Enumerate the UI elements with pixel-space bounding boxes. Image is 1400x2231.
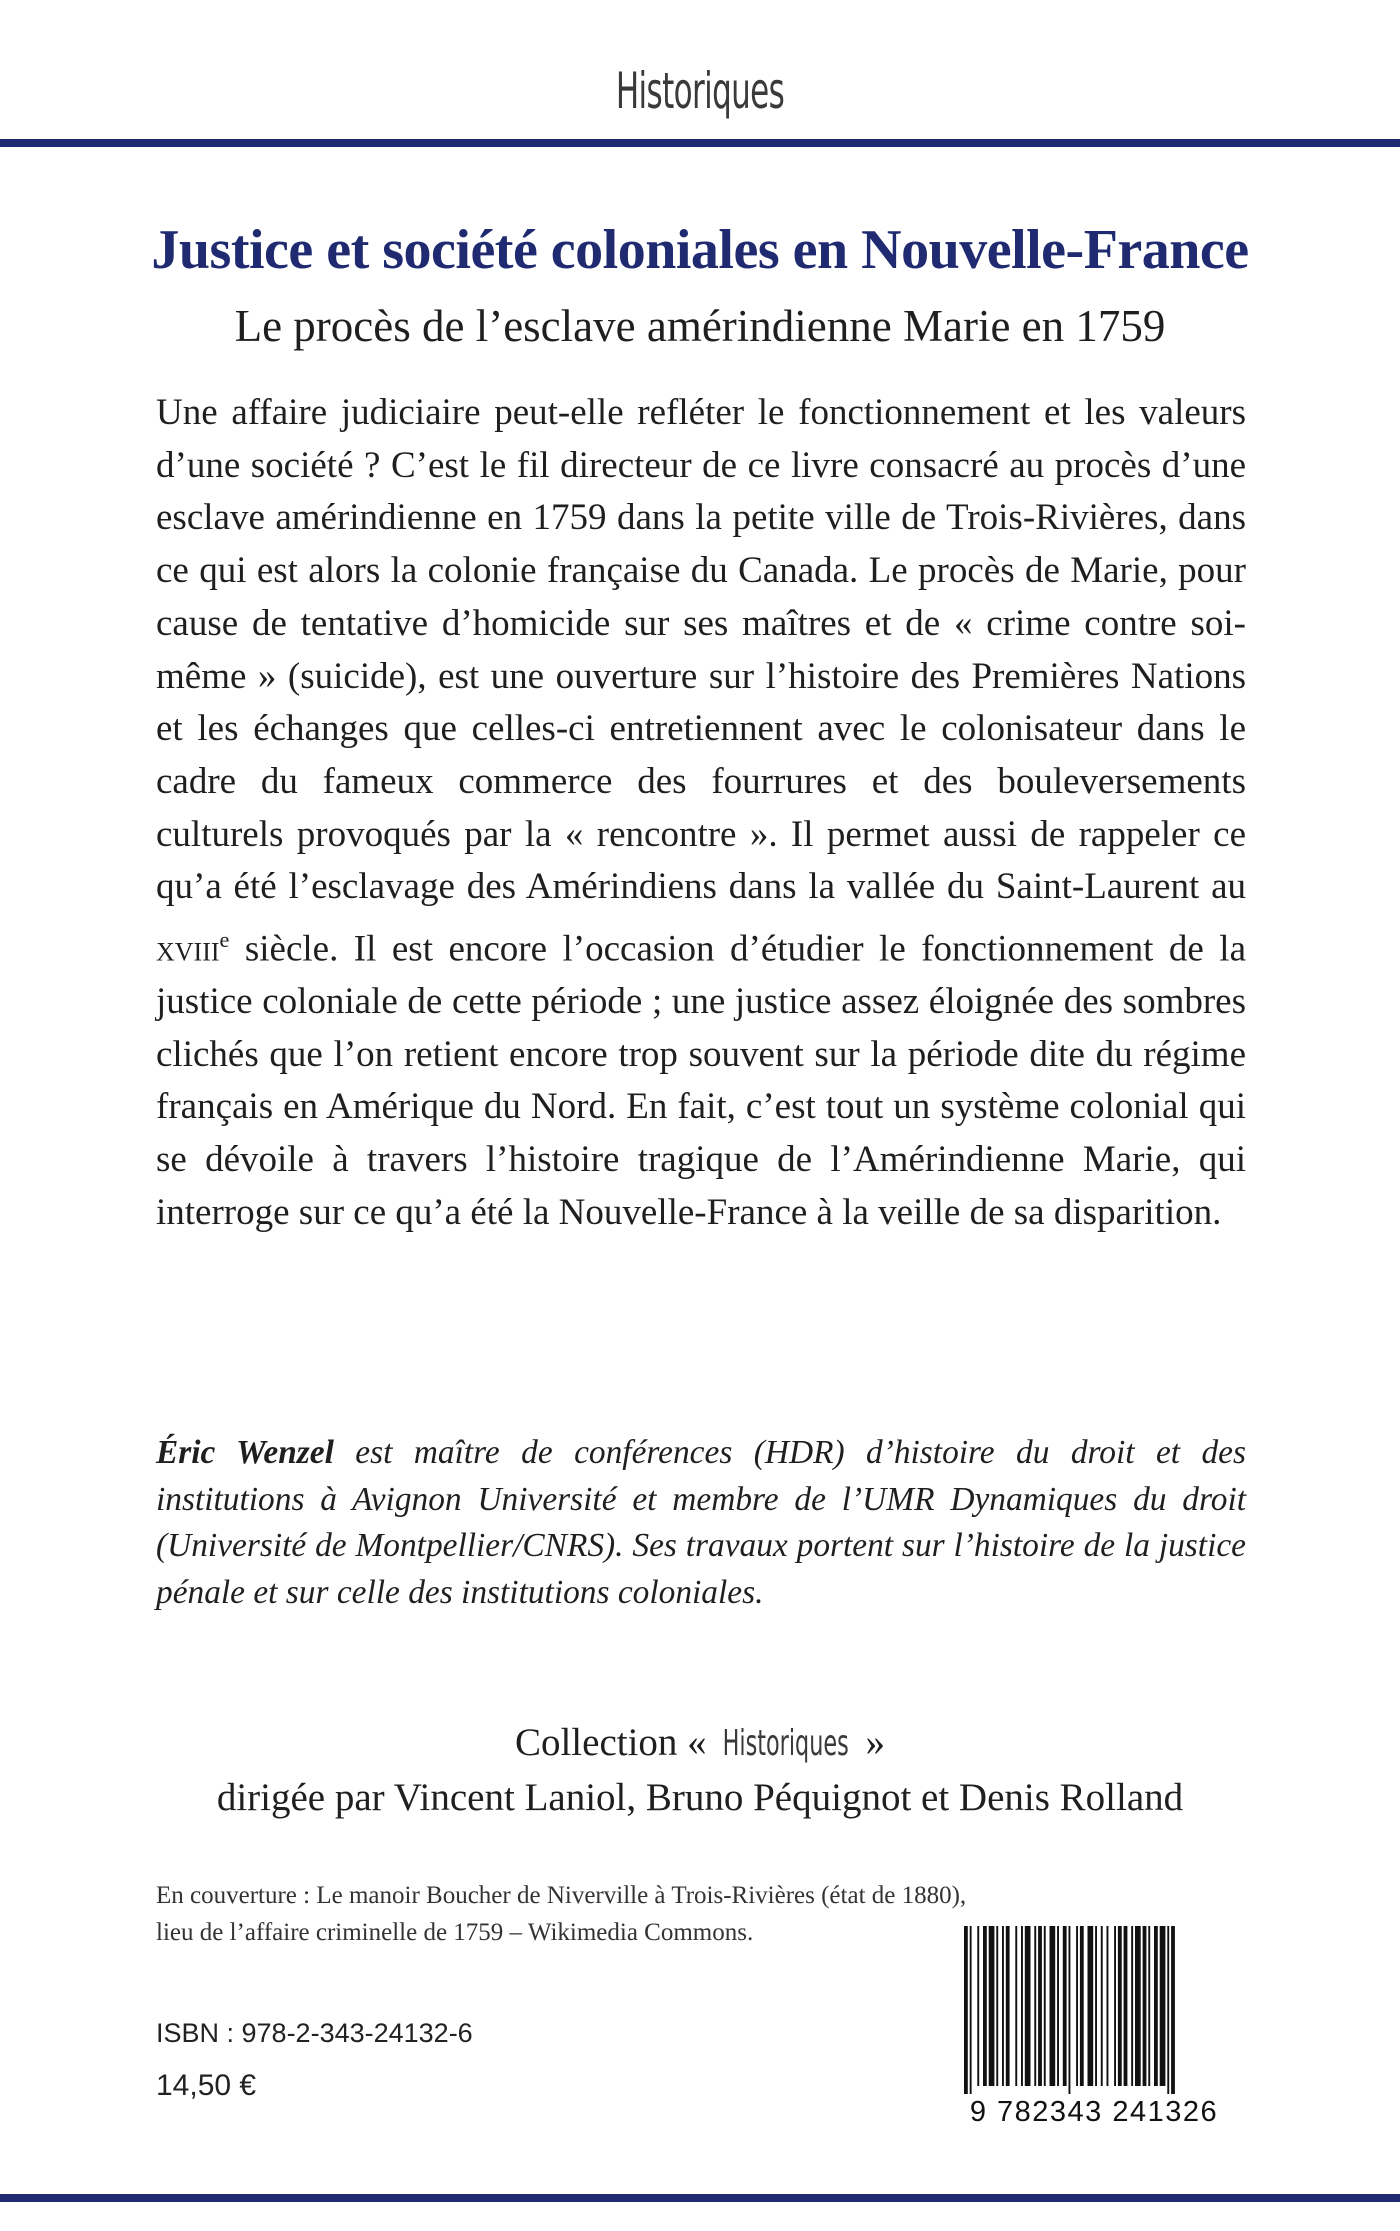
series-logo: Historiques (615, 62, 785, 120)
barcode-bar (1006, 1926, 1010, 2086)
barcode-bar (1135, 1926, 1141, 2086)
barcode-bar (1160, 1926, 1166, 2086)
barcode-bar (1171, 1926, 1175, 2094)
blurb-part-2: siècle. Il est encore l’occasion d’étudier le fonctionnement de la justice coloniale de cette période ; une justice assez éloignée des sombres clichés que l’on retient encore trop souvent sur la période dite du régime français en Amérique du Nord. En fait, c’est tout un système colonial qui se dévoile à travers l’histoire tragique de l’Amérindienne Marie, qui interroge sur ce qu’a été la Nouvelle-France à la veille de sa disparition. (156, 928, 1246, 1233)
barcode-bars-icon (960, 1926, 1250, 2096)
barcode-bar (1069, 1926, 1071, 2094)
book-title: Justice et société coloniales en Nouvelle-France (151, 219, 1249, 281)
barcode-bar (1021, 1926, 1023, 2086)
barcode-bar (1131, 1926, 1133, 2086)
barcode-bar (1167, 1926, 1169, 2094)
century-suffix: e (219, 927, 230, 953)
barcode-bar (983, 1926, 987, 2086)
barcode-bar (1154, 1926, 1158, 2086)
barcode-bar (1050, 1926, 1056, 2086)
collection-info (0, 1716, 1400, 1825)
barcode-bar (1076, 1926, 1078, 2086)
barcode-bar (1025, 1926, 1031, 2086)
barcode-bar (1057, 1926, 1059, 2086)
barcode-bar (964, 1926, 968, 2094)
barcode-bar (1038, 1926, 1042, 2086)
price-tag: 14,50 € (156, 2069, 257, 2102)
barcode-bar (989, 1926, 995, 2086)
blurb-part-1: Une affaire judiciaire peut-elle refléter le fonctionnement et les valeurs d’une société ? C’est le fil directeur de ce livre consacré au procès d’une esclave amérindienne en 1759 dans la petite ville de Trois-Rivières, dans ce qui est alors la colonie française du Canada. Le procès de Marie, pour cause de tentative d’homicide sur ses maîtres et de « crime contre soi-même » (suicide), est une ouverture sur l’histoire des Premières Nations et les échanges que celles-ci entretiennent avec le colonisateur dans le cadre du fameux commerce des fourrures et des bouleversements culturels provoqués par la « rencontre ». Il permet aussi de rappeler ce qu’a été l’esclavage des Amérindiens dans la vallée du Saint-Laurent au (156, 392, 1246, 908)
barcode-bar (1095, 1926, 1097, 2086)
barcode-bar (1124, 1926, 1128, 2086)
barcode-bar (1063, 1926, 1067, 2086)
barcode-bar (1002, 1926, 1004, 2086)
top-rule (0, 139, 1400, 147)
barcode-bar (1034, 1926, 1036, 2086)
collection-suffix: » (855, 1721, 886, 1764)
barcode-bar (1148, 1926, 1150, 2086)
collection-directors: dirigée par Vincent Laniol, Bruno Péquignot et Denis Rolland (216, 1776, 1184, 1819)
barcode-bar (1088, 1926, 1094, 2086)
barcode-bar (1107, 1926, 1109, 2086)
barcode-bar (996, 1926, 998, 2086)
barcode-bar (1080, 1926, 1084, 2086)
barcode-digits: 9 782343 241326 (969, 2096, 1219, 2128)
cover-credit-line-2: lieu de l’affaire criminelle de 1759 – Wikimedia Commons. (156, 1919, 754, 1946)
barcode-bar (1143, 1926, 1147, 2086)
barcode-bar (1015, 1926, 1017, 2086)
blurb-text (156, 387, 1246, 1240)
author-bio-text: est maître de conférences (HDR) d’histoire du droit et des institutions à Avignon Université et membre de l’UMR Dynamiques du droit (Université de Montpellier/CNRS). Ses travaux portent sur l’histoire de la justice pénale et sur celle des institutions coloniales. (156, 1434, 1246, 1611)
author-bio (156, 1430, 1246, 1616)
century-numeral: xviii (156, 928, 220, 970)
barcode-bar (1044, 1926, 1046, 2086)
book-subtitle: Le procès de l’esclave amérindienne Marie en 1759 (234, 301, 1166, 351)
bottom-rule (0, 2194, 1400, 2202)
collection-prefix: Collection « (514, 1721, 717, 1764)
barcode-bar (977, 1926, 979, 2086)
barcode-bar (970, 1926, 972, 2094)
barcode-bar (1114, 1926, 1116, 2086)
isbn-number: ISBN : 978-2-343-24132-6 (156, 2018, 473, 2048)
barcode-bar (1118, 1926, 1122, 2086)
barcode-bar (1101, 1926, 1103, 2086)
collection-series-logo: Historiques (723, 1723, 850, 1764)
author-name: Éric Wenzel (156, 1434, 334, 1471)
collection-line (0, 1716, 1400, 1771)
cover-credit-line-1: En couverture : Le manoir Boucher de Niverville à Trois-Rivières (état de 1880), (156, 1882, 967, 1909)
